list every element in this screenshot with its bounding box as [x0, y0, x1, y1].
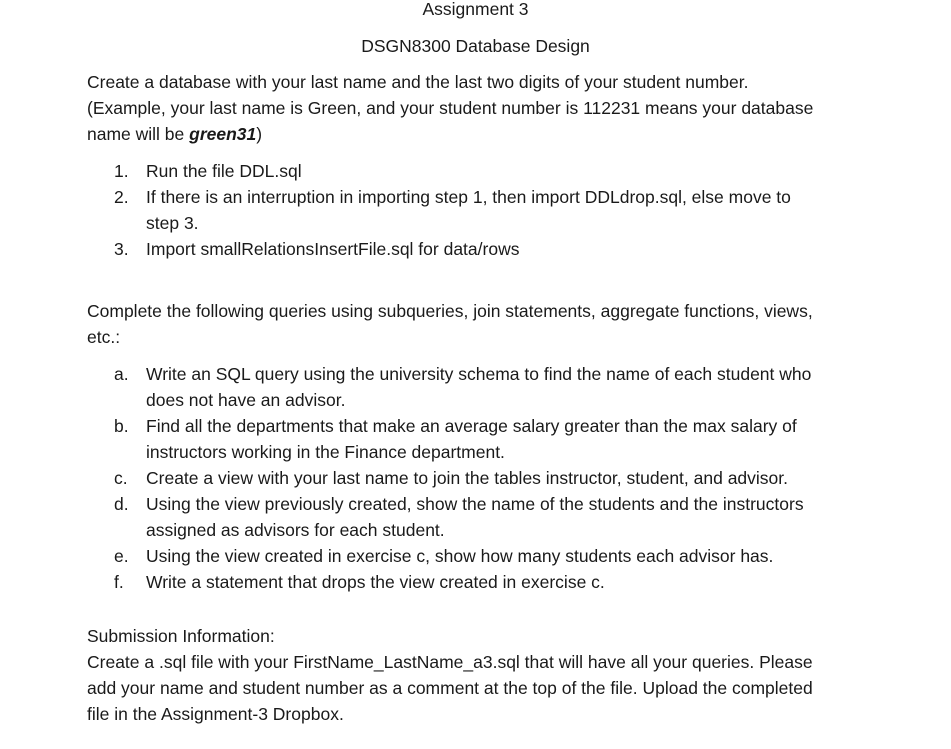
- intro-line-3-suffix: ): [256, 124, 263, 144]
- step-text: step 3.: [146, 213, 199, 233]
- step-text: If there is an interruption in importing step 1, then import DDLdrop.sql, else move to: [146, 187, 791, 207]
- query-tasks-list: [114, 361, 854, 595]
- task-letter: f.: [114, 572, 124, 592]
- submission-line-2: add your name and student number as a comment at the top of the file. Upload the completed: [87, 678, 813, 698]
- list-item: [114, 158, 854, 184]
- document-title: Assignment 3: [422, 0, 529, 19]
- task-text: Using the view previously created, show the name of the students and the instructors: [146, 494, 804, 514]
- submission-paragraph: [87, 649, 877, 727]
- task-letter: c.: [114, 468, 128, 488]
- intro-paragraph: [87, 69, 877, 147]
- setup-steps-list: [114, 158, 854, 262]
- list-item: [114, 361, 854, 413]
- task-letter: e.: [114, 546, 129, 566]
- queries-intro-line-2: etc.:: [87, 327, 121, 347]
- document-subtitle: DSGN8300 Database Design: [361, 36, 590, 56]
- step-text: Run the file DDL.sql: [146, 161, 302, 181]
- intro-line-1: Create a database with your last name and the last two digits of your student number.: [87, 72, 749, 92]
- example-database-name: green31: [189, 124, 257, 144]
- submission-heading: Submission Information:: [87, 626, 275, 646]
- task-letter: a.: [114, 364, 129, 384]
- queries-intro-line-1: Complete the following queries using subqueries, join statements, aggregate functions, views,: [87, 301, 813, 321]
- intro-line-3: [87, 121, 877, 147]
- task-letter: b.: [114, 416, 129, 436]
- list-item: [114, 413, 854, 465]
- list-item: [114, 569, 854, 595]
- task-text: Using the view created in exercise c, show how many students each advisor has.: [146, 546, 774, 566]
- list-item: [114, 491, 854, 543]
- task-text: Write an SQL query using the university schema to find the name of each student who: [146, 364, 812, 384]
- task-text: Create a view with your last name to join the tables instructor, student, and advisor.: [146, 468, 789, 488]
- submission-line-1: Create a .sql file with your FirstName_LastName_a3.sql that will have all your queries. Please: [87, 652, 813, 672]
- submission-line-3: file in the Assignment-3 Dropbox.: [87, 704, 344, 724]
- task-text: instructors working in the Finance department.: [146, 442, 505, 462]
- queries-intro-paragraph: [87, 298, 877, 350]
- intro-line-3-prefix: name will be: [87, 124, 190, 144]
- list-item: [114, 543, 854, 569]
- task-text: assigned as advisors for each student.: [146, 520, 445, 540]
- step-number: 3.: [114, 239, 129, 259]
- step-number: 1.: [114, 161, 129, 181]
- list-item: [114, 465, 854, 491]
- step-number: 2.: [114, 187, 129, 207]
- task-text: Find all the departments that make an average salary greater than the max salary of: [146, 416, 797, 436]
- list-item: [114, 184, 854, 236]
- task-text: does not have an advisor.: [146, 390, 346, 410]
- task-letter: d.: [114, 494, 129, 514]
- intro-line-2: (Example, your last name is Green, and your student number is 112231 means your database: [87, 98, 814, 118]
- list-item: [114, 236, 854, 262]
- task-text: Write a statement that drops the view created in exercise c.: [146, 572, 605, 592]
- step-text: Import smallRelationsInsertFile.sql for data/rows: [146, 239, 520, 259]
